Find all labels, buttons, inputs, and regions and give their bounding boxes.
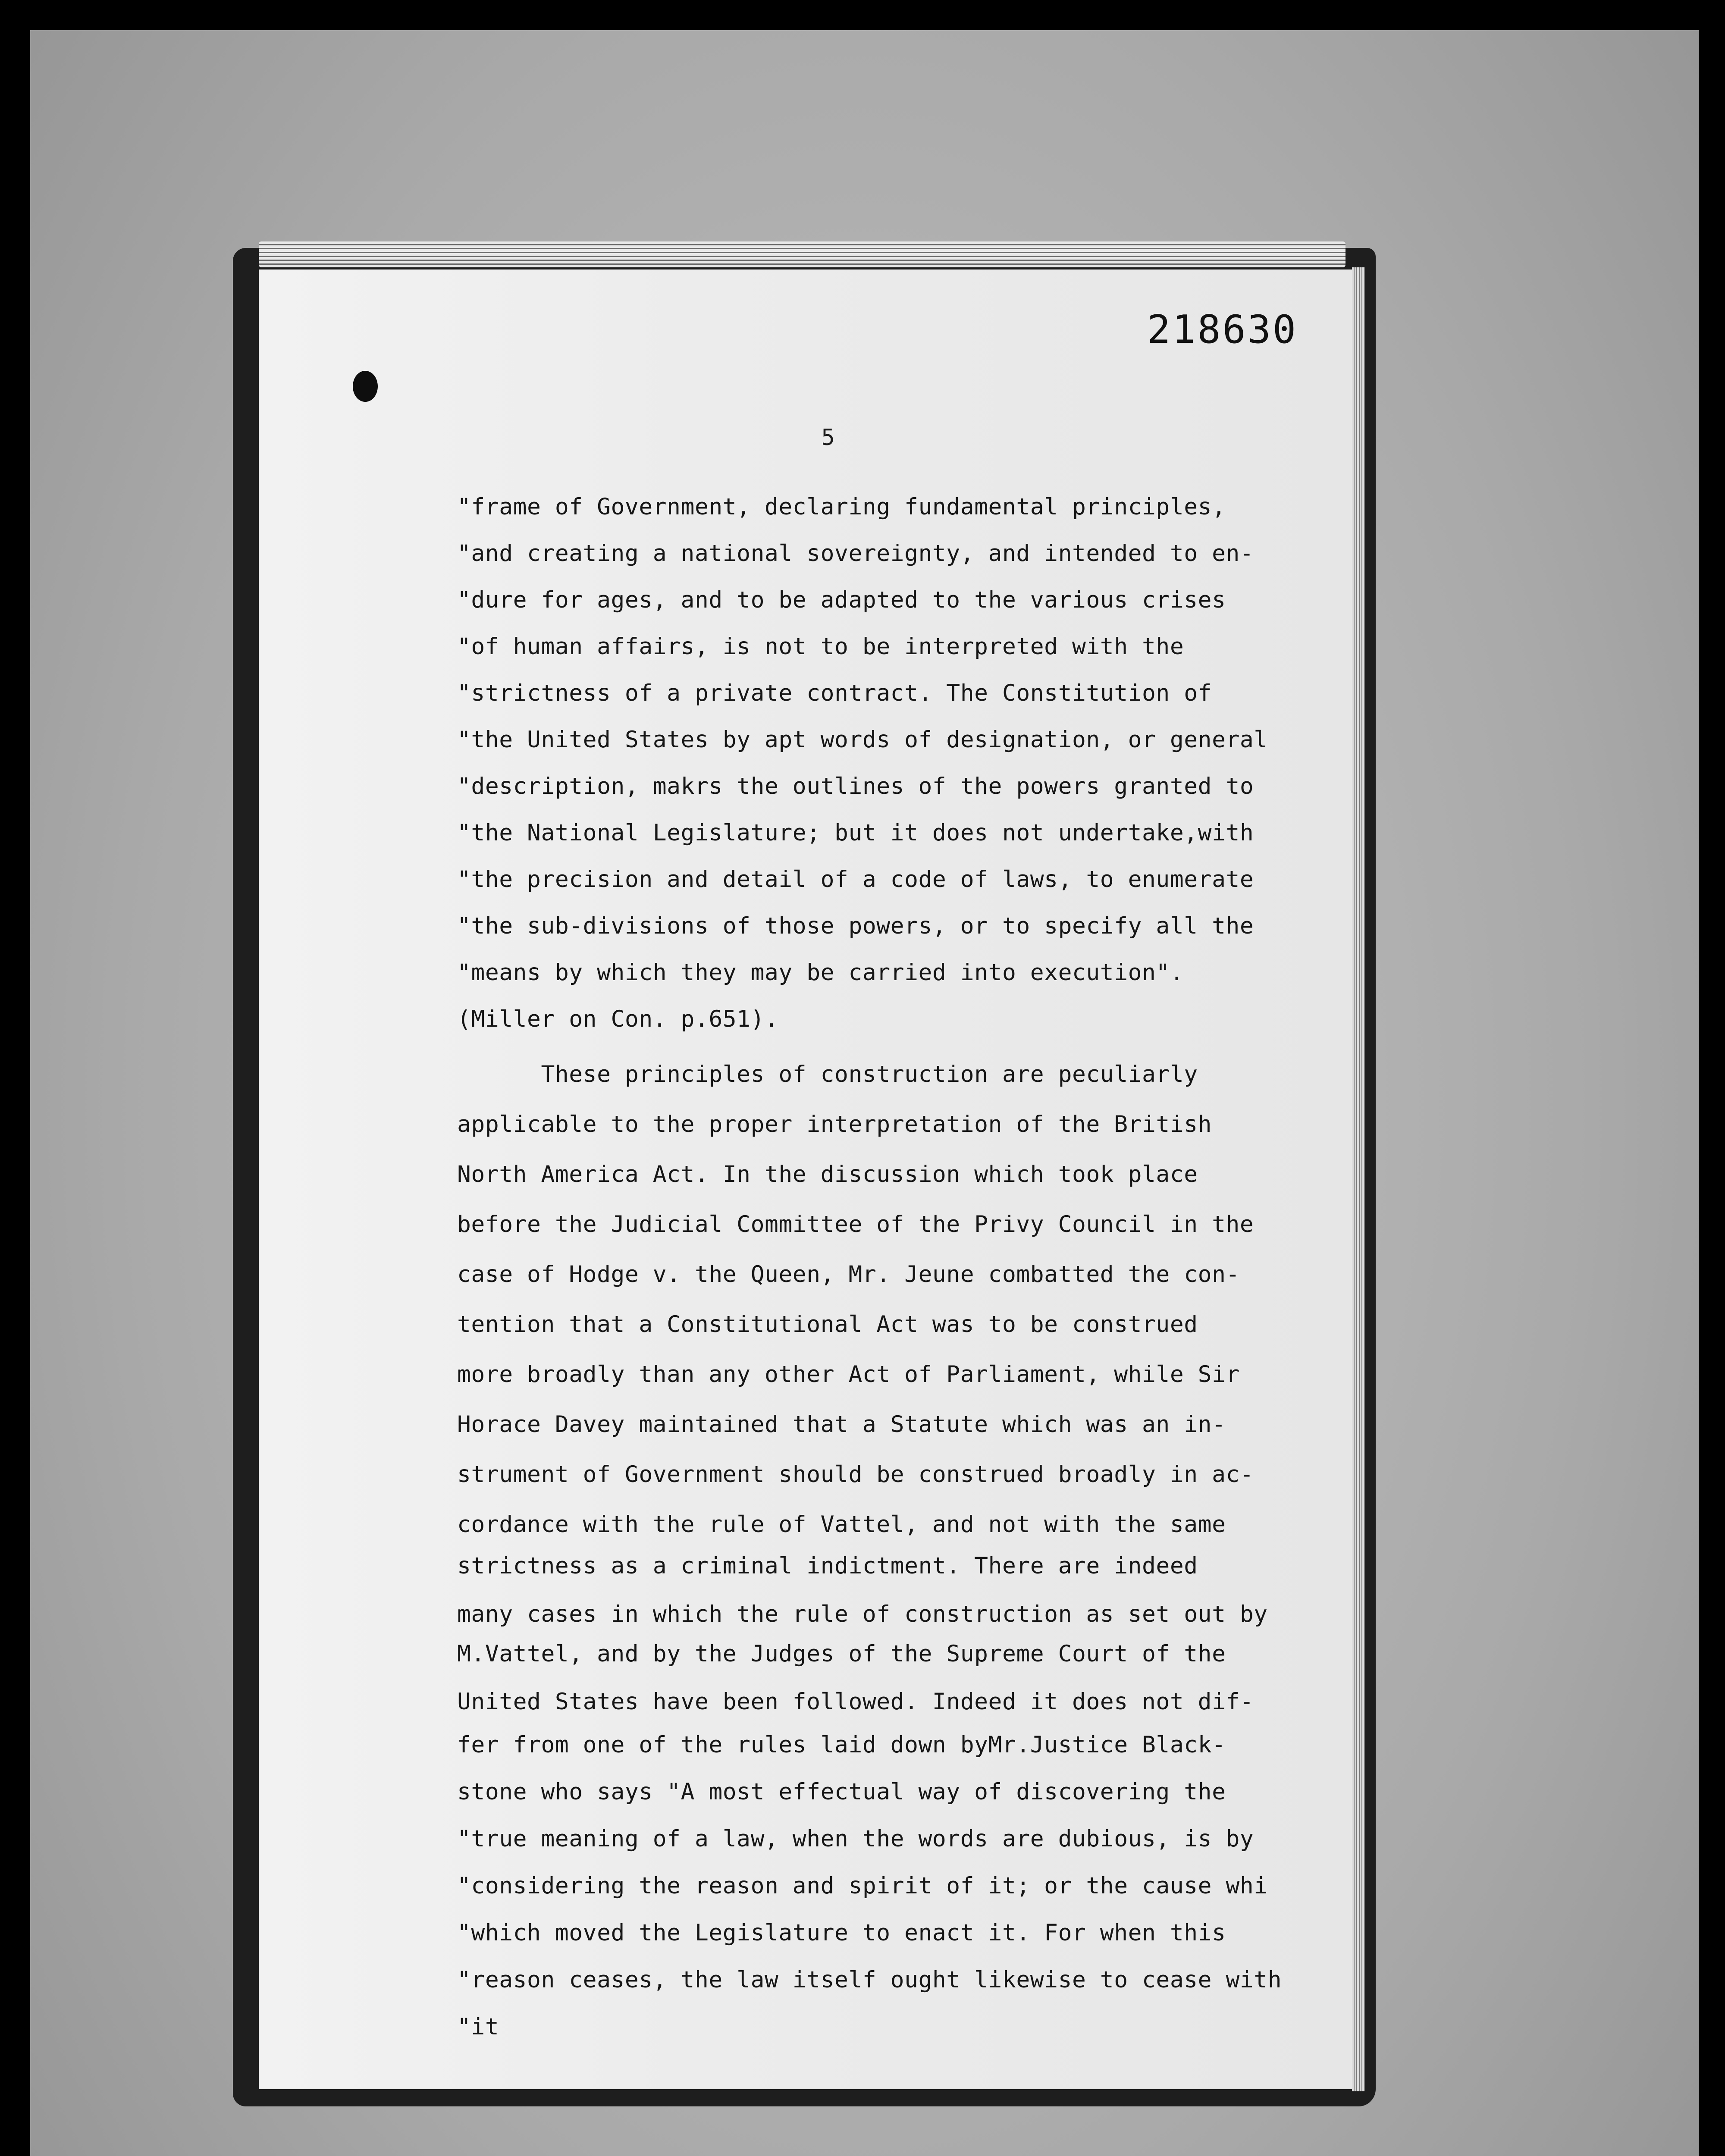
page-number: 5: [821, 425, 835, 451]
text-line: "it: [457, 2014, 499, 2040]
page-stack-edges: [259, 241, 1346, 267]
archive-number: 218630: [1147, 307, 1298, 352]
text-line: before the Judicial Committee of the Privy Council in the: [457, 1211, 1254, 1238]
text-line: strictness as a criminal indictment. There are indeed: [457, 1553, 1198, 1579]
text-line: fer from one of the rules laid down byMr.Justice Black-: [457, 1732, 1226, 1758]
text-line: "the precision and detail of a code of laws, to enumerate: [457, 866, 1254, 893]
text-line: more broadly than any other Act of Parliament, while Sir: [457, 1361, 1240, 1388]
text-line: "description, makrs the outlines of the powers granted to: [457, 773, 1254, 799]
page-stack-right-edge: [1352, 267, 1365, 2091]
text-line: "the National Legislature; but it does not undertake,with: [457, 820, 1254, 846]
text-line: applicable to the proper interpretation of the British: [457, 1111, 1212, 1138]
punch-hole-icon: [353, 371, 378, 402]
text-line: "means by which they may be carried into execution".: [457, 959, 1184, 986]
text-line: "true meaning of a law, when the words are dubious, is by: [457, 1826, 1254, 1852]
text-line: cordance with the rule of Vattel, and not with the same: [457, 1511, 1226, 1538]
text-line: "dure for ages, and to be adapted to the various crises: [457, 587, 1226, 613]
text-line: North America Act. In the discussion which took place: [457, 1161, 1198, 1188]
text-line: (Miller on Con. p.651).: [457, 1006, 779, 1032]
text-line: many cases in which the rule of construction as set out by: [457, 1601, 1268, 1627]
text-line: "the sub-divisions of those powers, or to specify all the: [457, 913, 1254, 939]
text-line: "and creating a national sovereignty, and intended to en-: [457, 540, 1254, 567]
text-line: case of Hodge v. the Queen, Mr. Jeune combatted the con-: [457, 1261, 1240, 1288]
scan-border-left: [0, 0, 30, 2156]
text-line: Horace Davey maintained that a Statute which was an in-: [457, 1411, 1226, 1438]
text-line: stone who says "A most effectual way of discovering the: [457, 1779, 1226, 1805]
text-line: These principles of construction are peculiarly: [457, 1061, 1198, 1087]
scan-border-right: [1699, 0, 1725, 2156]
scan-border-top: [0, 0, 1725, 30]
text-line: "which moved the Legislature to enact it. For when this: [457, 1920, 1226, 1946]
text-line: United States have been followed. Indeed it does not dif-: [457, 1689, 1254, 1715]
text-line: "frame of Government, declaring fundamental principles,: [457, 494, 1226, 520]
text-line: tention that a Constitutional Act was to be construed: [457, 1311, 1198, 1338]
text-line: "the United States by apt words of designation, or general: [457, 727, 1268, 753]
text-line: "considering the reason and spirit of it; or the cause whi: [457, 1873, 1268, 1899]
text-line: "reason ceases, the law itself ought likewise to cease with: [457, 1967, 1282, 1993]
text-line: "strictness of a private contract. The Constitution of: [457, 680, 1212, 706]
text-line: M.Vattel, and by the Judges of the Supreme Court of the: [457, 1641, 1226, 1667]
text-line: "of human affairs, is not to be interpreted with the: [457, 633, 1184, 660]
text-line: strument of Government should be construed broadly in ac-: [457, 1461, 1254, 1488]
